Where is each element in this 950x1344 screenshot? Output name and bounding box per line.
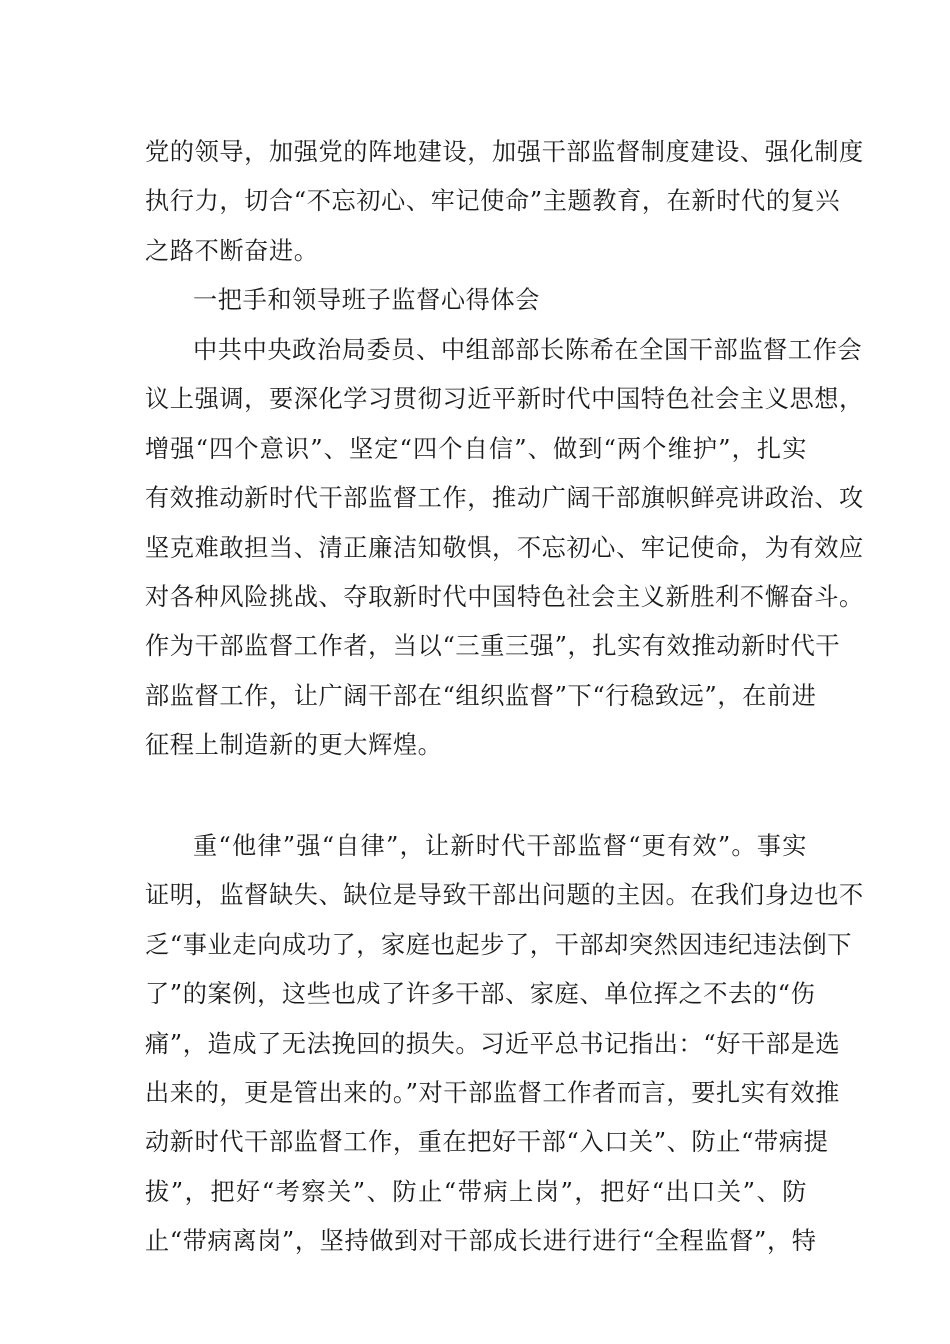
text-line: 出来的，更是管出来的。”对干部监督工作者而言，要扎实有效推	[145, 1078, 840, 1107]
text-line: 部监督工作，让广阔干部在“组织监督”下“行稳致远”，在前进	[145, 681, 817, 710]
text-line: 增强“四个意识”、坚定“四个自信”、做到“两个维护”，扎实	[145, 434, 807, 463]
text-line: 止“带病离岗”，坚持做到对干部成长进行进行“全程监督”，特	[145, 1227, 817, 1256]
paragraph-body-1	[145, 326, 864, 771]
text-line: 痛”，造成了无法挽回的损失。习近平总书记指出：“好干部是选	[145, 1029, 841, 1058]
text-line: 议上强调，要深化学习贯彻习近平新时代中国特色社会主义思想，	[145, 385, 864, 414]
section-heading	[145, 276, 807, 325]
paragraph-continuation	[145, 128, 864, 276]
text-line: 对各种风险挑战、夺取新时代中国特色社会主义新胜利不懈奋斗。	[145, 582, 864, 611]
paragraph-body-2	[145, 822, 864, 1267]
text-line: 执行力，切合“不忘初心、牢记使命”主题教育，在新时代的复兴	[145, 187, 841, 216]
text-line: 党的领导，加强党的阵地建设，加强干部监督制度建设、强化制度	[145, 138, 864, 166]
heading-text: 一把手和领导班子监督心得体会	[193, 286, 541, 314]
text-line: 拔”，把好“考察关”、防止“带病上岗”，把好“出口关”、防	[145, 1177, 807, 1206]
text-line: 之路不断奋进。	[145, 236, 319, 265]
text-line: 有效推动新时代干部监督工作，推动广阔干部旗帜鲜亮讲政治、攻	[145, 484, 864, 513]
text-line: 坚克难敢担当、清正廉洁知敬惧，不忘初心、牢记使命，为有效应	[145, 533, 864, 562]
text-line: 了”的案例，这些也成了许多干部、家庭、单位挥之不去的“伤	[145, 980, 816, 1009]
text-line: 动新时代干部监督工作，重在把好干部“入口关”、防止“带病提	[145, 1128, 829, 1157]
text-line: 征程上制造新的更大辉煌。	[145, 731, 443, 760]
text-line: 中共中央政治局委员、中组部部长陈希在全国干部监督工作会	[193, 336, 863, 364]
text-line: 作为干部监督工作者，当以“三重三强”，扎实有效推动新时代干	[145, 632, 841, 661]
text-line: 重“他律”强“自律”，让新时代干部监督“更有效”。事实	[193, 832, 807, 860]
text-line: 乏“事业走向成功了，家庭也起步了，干部却突然因违纪违法倒下	[145, 930, 853, 959]
text-line: 证明，监督缺失、缺位是导致干部出问题的主因。在我们身边也不	[145, 881, 864, 910]
